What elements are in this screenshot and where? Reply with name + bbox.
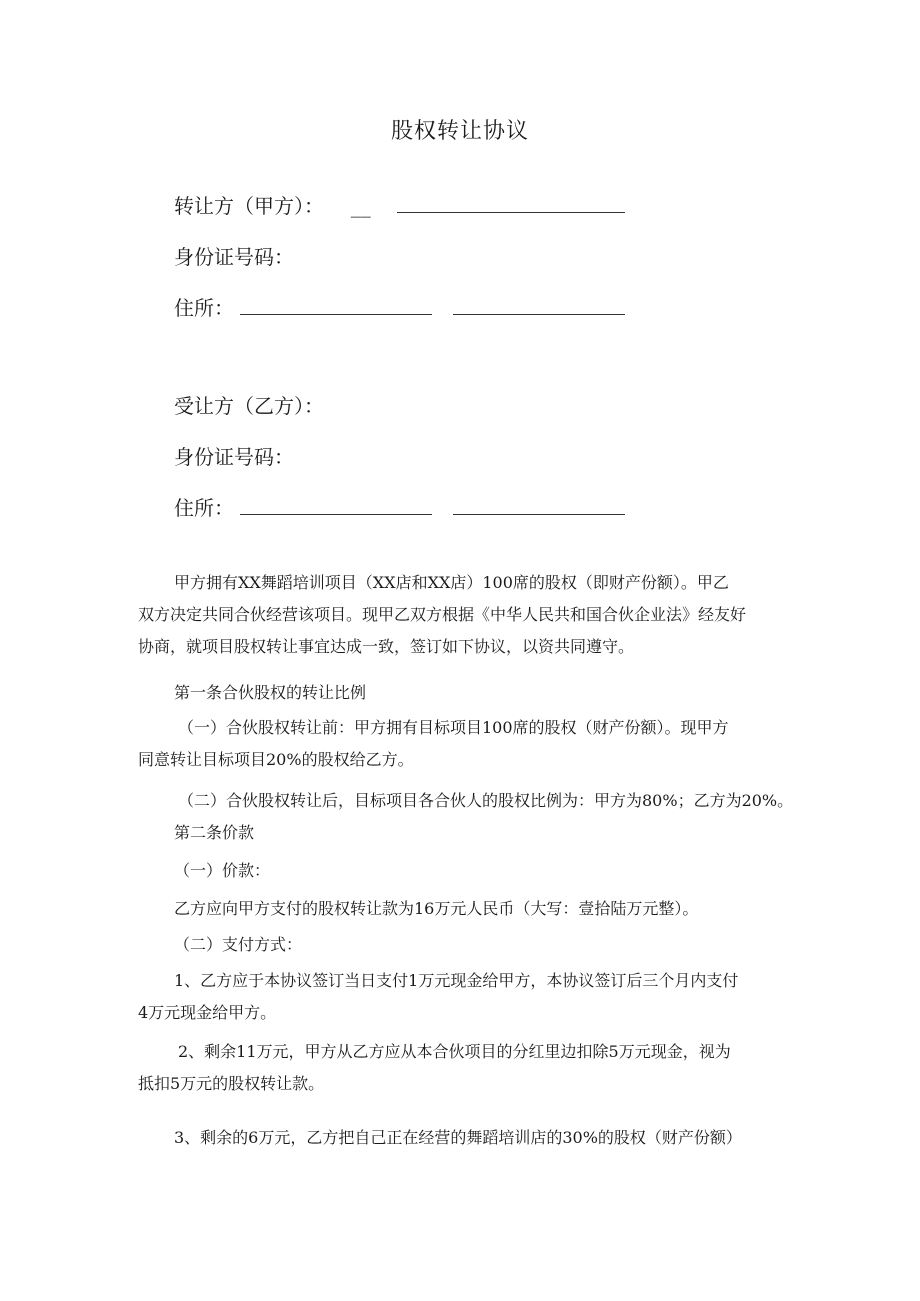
article-1-clause-1 [138, 712, 786, 776]
party-a-id-label: 身份证号码： [174, 245, 294, 269]
payment-item-3 [138, 1122, 786, 1154]
party-b-address-field [174, 494, 625, 522]
clause-line: （二）合伙股权转让后，目标项目各合伙人的股权比例为：甲方为80%；乙方为20%。 [178, 791, 794, 810]
sub-heading: （二）支付方式： [174, 935, 303, 954]
article-2-sub-2 [138, 929, 786, 961]
party-a-blank-prefix: __ [350, 194, 371, 218]
party-b-id-field [174, 443, 294, 471]
payment-item-1 [138, 965, 786, 1029]
party-b-address-blank-1 [240, 494, 432, 515]
payment-line: 4万元现金给甲方。 [138, 1003, 277, 1022]
payment-item-2 [138, 1036, 786, 1100]
party-a-name-blank [397, 192, 625, 213]
party-b-address-label: 住所： [174, 496, 234, 520]
intro-paragraph [138, 567, 786, 663]
party-a-address-field [174, 294, 625, 322]
party-a-address-label: 住所： [174, 296, 234, 320]
article-2-heading [138, 817, 786, 849]
party-b-address-blank-2 [453, 494, 625, 515]
payment-line: 2、剩余11万元，甲方从乙方应从本合伙项目的分红里边扣除5万元现金，视为 [178, 1042, 731, 1061]
article-1-clause-2 [138, 785, 794, 817]
article-2-sub-1 [138, 855, 786, 887]
payment-line: 1、乙方应于本协议签订当日支付1万元现金给甲方，本协议签订后三个月内支付 [174, 971, 739, 990]
article-heading: 第一条合伙股权的转让比例 [174, 683, 367, 702]
payment-line: 抵扣5万元的股权转让款。 [138, 1074, 325, 1093]
sub-heading: （一）价款： [174, 861, 271, 880]
party-a-id-field [174, 243, 294, 271]
payment-line: 3、剩余的6万元，乙方把自己正在经营的舞蹈培训店的30%的股权（财产份额） [174, 1128, 742, 1147]
article-heading: 第二条价款 [174, 823, 255, 842]
clause-line: 同意转让目标项目20%的股权给乙方。 [138, 750, 414, 769]
price-line: 乙方应向甲方支付的股权转让款为16万元人民币（大写：壹拾陆万元整）。 [174, 899, 699, 918]
party-b-id-label: 身份证号码： [174, 445, 294, 469]
article-1-heading [138, 677, 786, 709]
party-a-address-blank-1 [240, 294, 432, 315]
intro-line: 双方决定共同合伙经营该项目。现甲乙双方根据《中华人民共和国合伙企业法》经友好 [138, 605, 747, 624]
party-a-field [174, 192, 625, 220]
party-b-label: 受让方（乙方）： [174, 394, 324, 418]
party-a-address-blank-2 [453, 294, 625, 315]
document-title: 股权转让协议 [390, 119, 529, 144]
article-2-price [138, 893, 786, 925]
party-a-label: 转让方（甲方）： [174, 194, 324, 218]
intro-line: 甲方拥有XX舞蹈培训项目（XX店和XX店）100席的股权（即财产份额）。甲乙 [174, 573, 729, 592]
party-b-field [174, 392, 324, 420]
clause-line: （一）合伙股权转让前：甲方拥有目标项目100席的股权（财产份额）。现甲方 [178, 718, 729, 737]
intro-line: 协商，就项目股权转让事宜达成一致，签订如下协议，以资共同遵守。 [138, 637, 635, 656]
